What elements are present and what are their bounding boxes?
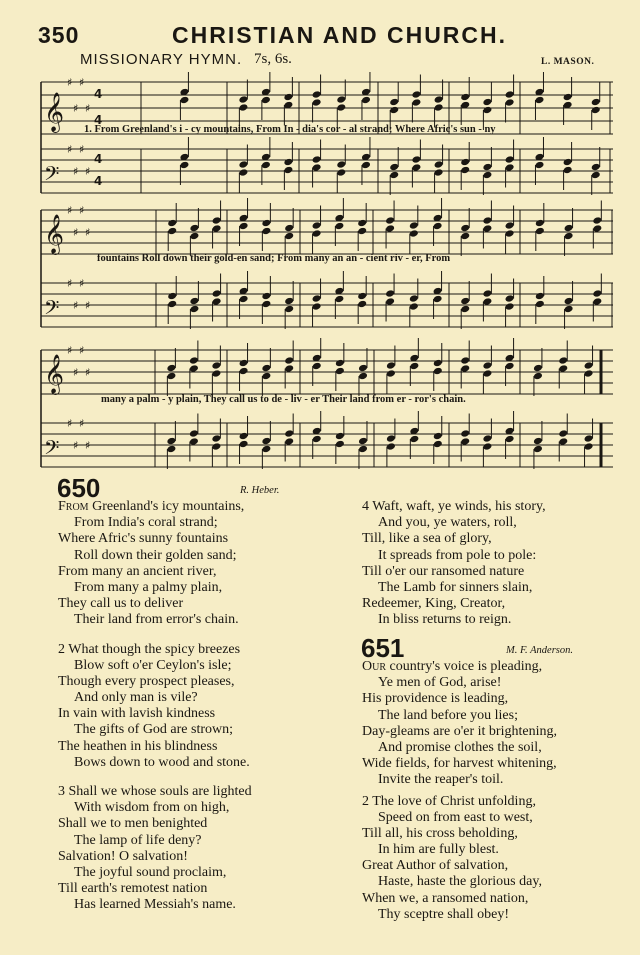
note-head (238, 103, 248, 112)
verse-line: Haste, haste the glorious day, (378, 874, 542, 890)
note-head (361, 96, 371, 105)
verse-line: Till all, his cross beholding, (362, 825, 518, 841)
note-head (284, 437, 294, 446)
verse-line: Ye men of God, arise! (378, 675, 502, 691)
note-head (409, 435, 419, 444)
note-head (189, 232, 199, 241)
note-head (433, 222, 443, 231)
verse-line: The heathen in his blindness (58, 738, 218, 754)
note-head (212, 224, 222, 233)
note-head (460, 224, 470, 233)
note-head (166, 445, 176, 454)
sharp-icon: ♯ (73, 299, 79, 312)
sharp-icon: ♯ (67, 344, 73, 357)
note-head (385, 289, 395, 298)
bass-clef-icon: 𝄢 (44, 162, 60, 190)
note-head (482, 171, 492, 180)
sharp-icon: ♯ (79, 344, 85, 357)
note-head (283, 93, 293, 102)
note-head (239, 432, 249, 441)
verse-line: Till o'er our ransomed nature (362, 563, 525, 579)
note-head (535, 300, 545, 309)
time-signature-top: 4 (94, 87, 103, 101)
verse-line: When we, a ransomed nation, (362, 890, 529, 906)
section-title: CHRISTIAN AND CHURCH. (172, 22, 508, 48)
sharp-icon: ♯ (79, 417, 85, 430)
note-head (335, 432, 345, 441)
sharp-icon: ♯ (79, 204, 85, 217)
verse-line: Thy sceptre shall obey! (378, 906, 510, 922)
note-head (592, 224, 602, 233)
verse-line: In bliss returns to reign. (378, 612, 512, 628)
note-head (189, 429, 199, 438)
verse-line: His providence is leading, (362, 691, 509, 707)
note-head (534, 161, 544, 170)
note-head (433, 295, 443, 304)
note-head (284, 356, 294, 365)
verse-line: The gifts of God are strown; (74, 722, 234, 738)
note-head (563, 158, 573, 167)
note-head (358, 372, 368, 381)
note-head (358, 364, 368, 373)
hymn-650-verses-right (362, 499, 546, 629)
verse-line: Speed on from east to west, (378, 809, 533, 825)
note-head (385, 297, 395, 306)
sharp-icon: ♯ (73, 226, 79, 239)
note-head (505, 229, 515, 238)
note-head (335, 359, 345, 368)
sharp-icon: ♯ (79, 76, 85, 89)
verse-line: It spreads from pole to pole: (378, 547, 537, 563)
note-head (336, 160, 346, 169)
hymn-651-verses (362, 659, 557, 923)
verse-line: Our country's voice is pleading, (362, 659, 543, 674)
note-head (284, 305, 294, 314)
note-head (482, 163, 492, 172)
verse-line: Has learned Messiah's name. (74, 897, 236, 913)
verse-line: Bows down to wood and stone. (74, 754, 250, 770)
note-head (212, 289, 222, 298)
note-head (283, 166, 293, 175)
note-head (212, 297, 222, 306)
note-head (482, 224, 492, 233)
note-head (533, 364, 543, 373)
hymn-650-author: R. Heber. (240, 485, 280, 496)
verse-line: The land before you lies; (378, 707, 518, 723)
note-head (179, 161, 189, 170)
note-head (386, 442, 396, 451)
note-head (312, 221, 322, 230)
note-head (411, 98, 421, 107)
note-head (409, 221, 419, 230)
note-head (334, 295, 344, 304)
verse-line: Redeemer, King, Creator, (362, 596, 506, 612)
verse-line: From many an ancient river, (58, 563, 217, 579)
note-head (386, 369, 396, 378)
sharp-icon: ♯ (79, 277, 85, 290)
hymn-651-author: M. F. Anderson. (506, 645, 573, 656)
sharp-icon: ♯ (67, 76, 73, 89)
note-head (167, 227, 177, 236)
note-head (563, 93, 573, 102)
time-signature-bottom: 4 (94, 174, 103, 188)
note-head (335, 440, 345, 449)
note-head (357, 300, 367, 309)
note-head (460, 356, 470, 365)
note-head (482, 98, 492, 107)
note-head (261, 161, 271, 170)
note-head (558, 437, 568, 446)
note-head (211, 369, 221, 378)
note-head (592, 289, 602, 298)
note-head (167, 292, 177, 301)
note-head (312, 302, 322, 311)
lyric-line-2: fountains Roll down their gold-en sand; From many an an - cient riv - er, From (97, 253, 451, 264)
verse-line: Till, like a sea of glory, (362, 531, 492, 547)
note-head (179, 96, 189, 105)
note-head (434, 95, 444, 104)
note-head (460, 93, 470, 102)
note-head (482, 361, 492, 370)
hymn-650-number: 650 (57, 473, 101, 503)
note-head (312, 90, 322, 99)
note-head (584, 361, 594, 370)
verse-line: Blow soft o'er Ceylon's isle; (74, 657, 232, 673)
note-head (505, 302, 515, 311)
note-head (558, 364, 568, 373)
verse-line: From India's coral strand; (74, 515, 218, 531)
note-head (505, 98, 515, 107)
note-head (357, 292, 367, 301)
verse-line: Roll down their golden sand; (74, 547, 237, 563)
hymn-651-number: 651 (361, 633, 405, 663)
note-head (460, 305, 470, 314)
note-head (505, 362, 515, 371)
verse-line: The lamp of life deny? (74, 832, 202, 848)
note-head (411, 163, 421, 172)
bass-clef-icon: 𝄢 (44, 296, 60, 324)
verse-line: Their land from error's chain. (74, 612, 239, 628)
note-head (564, 305, 574, 314)
note-head (238, 168, 248, 177)
note-head (482, 297, 492, 306)
note-head (189, 224, 199, 233)
note-head (505, 155, 515, 164)
sharp-icon: ♯ (85, 299, 91, 312)
verse-line: From many a palmy plain, (74, 579, 223, 595)
verse-line: In vain with lavish kindness (58, 706, 216, 722)
sharp-icon: ♯ (73, 165, 79, 178)
note-head (411, 90, 421, 99)
verse-line: 3 Shall we whose souls are lighted (58, 784, 252, 799)
note-head (312, 229, 322, 238)
sharp-icon: ♯ (85, 102, 91, 115)
note-head (358, 445, 368, 454)
note-head (460, 429, 470, 438)
note-head (591, 98, 601, 107)
note-head (563, 166, 573, 175)
note-head (284, 364, 294, 373)
sharp-icon: ♯ (85, 226, 91, 239)
note-head (334, 222, 344, 231)
note-head (584, 369, 594, 378)
note-head (385, 224, 395, 233)
note-head (460, 364, 470, 373)
verse-line: In him are fully blest. (378, 842, 499, 858)
time-signature-bottom: 4 (94, 113, 103, 127)
note-head (336, 95, 346, 104)
verse-line: Day-gleams are o'er it brightening, (362, 723, 557, 739)
sharp-icon: ♯ (67, 143, 73, 156)
note-head (482, 289, 492, 298)
sharp-icon: ♯ (85, 439, 91, 452)
tune-meter: 7s, 6s. (254, 51, 292, 67)
sharp-icon: ♯ (85, 165, 91, 178)
note-head (409, 302, 419, 311)
note-head (434, 103, 444, 112)
note-head (535, 292, 545, 301)
verse-line: 2 The love of Christ unfolding, (362, 793, 536, 809)
note-head (335, 367, 345, 376)
note-head (505, 294, 515, 303)
note-head (211, 434, 221, 443)
note-head (261, 364, 271, 373)
verse-line: Invite the reaper's toil. (378, 772, 504, 788)
note-head (261, 219, 271, 228)
note-head (460, 437, 470, 446)
note-head (482, 369, 492, 378)
note-head (584, 434, 594, 443)
note-head (584, 442, 594, 451)
note-head (482, 442, 492, 451)
sharp-icon: ♯ (73, 439, 79, 452)
note-head (189, 297, 199, 306)
note-head (558, 429, 568, 438)
note-head (284, 297, 294, 306)
note-head (591, 171, 601, 180)
note-head (284, 224, 294, 233)
note-head (535, 227, 545, 236)
note-head (564, 297, 574, 306)
note-head (389, 171, 399, 180)
note-head (283, 158, 293, 167)
verse-line: And promise clothes the soil, (378, 739, 542, 755)
verse-line: The Lamb for sinners slain, (378, 579, 533, 595)
note-head (166, 372, 176, 381)
note-head (389, 163, 399, 172)
note-head (239, 367, 249, 376)
note-head (211, 442, 221, 451)
note-head (189, 437, 199, 446)
note-head (385, 216, 395, 225)
time-signature-top: 4 (94, 152, 103, 166)
sharp-icon: ♯ (67, 204, 73, 217)
note-head (284, 429, 294, 438)
verse-line: 4 Waft, waft, ye winds, his story, (362, 499, 546, 514)
note-head (261, 372, 271, 381)
note-head (358, 437, 368, 446)
note-head (261, 437, 271, 446)
note-head (336, 168, 346, 177)
verse-line: Where Afric's sunny fountains (58, 531, 229, 547)
verse-line: Shall we to men benighted (58, 816, 208, 832)
note-head (386, 434, 396, 443)
note-head (312, 98, 322, 107)
note-head (389, 98, 399, 107)
verse-line: Wide fields, for harvest whitening, (362, 756, 557, 772)
lyric-line-1: 1. From Greenland's i - cy mountains, From In - dia's cor - al strand; Where Afric's sun - ny (84, 124, 496, 135)
note-head (261, 96, 271, 105)
note-head (533, 445, 543, 454)
note-head (482, 434, 492, 443)
note-head (312, 163, 322, 172)
note-head (239, 359, 249, 368)
tune-name: MISSIONARY HYMN. (80, 51, 243, 68)
sharp-icon: ♯ (85, 366, 91, 379)
sharp-icon: ♯ (67, 277, 73, 290)
note-head (238, 95, 248, 104)
note-head (211, 361, 221, 370)
lyric-line-3: many a palm - y plain, They call us to de - liv - er Their land from er - ror's chain. (101, 394, 466, 405)
note-head (409, 229, 419, 238)
note-head (409, 294, 419, 303)
note-head (482, 216, 492, 225)
treble-clef-icon: 𝄞 (44, 92, 65, 132)
note-head (189, 364, 199, 373)
note-head (386, 361, 396, 370)
note-head (482, 106, 492, 115)
note-head (460, 297, 470, 306)
note-head (409, 362, 419, 371)
verse-line: Till earth's remotest nation (58, 881, 208, 897)
note-head (505, 90, 515, 99)
note-head (433, 432, 443, 441)
note-head (361, 161, 371, 170)
note-head (533, 437, 543, 446)
note-head (389, 106, 399, 115)
note-head (261, 300, 271, 309)
note-head (505, 163, 515, 172)
treble-clef-icon: 𝄞 (44, 354, 65, 394)
note-head (357, 227, 367, 236)
verse-line: Salvation! O salvation! (58, 848, 188, 864)
note-head (558, 356, 568, 365)
page-number: 350 (38, 22, 80, 48)
sharp-icon: ♯ (73, 366, 79, 379)
bass-clef-icon: 𝄢 (44, 436, 60, 464)
note-head (591, 163, 601, 172)
note-head (564, 224, 574, 233)
note-head (167, 219, 177, 228)
note-head (460, 232, 470, 241)
note-head (534, 96, 544, 105)
hymn-650-verses-left (58, 499, 252, 914)
note-head (433, 440, 443, 449)
note-head (261, 445, 271, 454)
note-head (460, 158, 470, 167)
note-head (239, 295, 249, 304)
note-head (533, 372, 543, 381)
note-head (460, 166, 470, 175)
verse-line: Great Author of salvation, (362, 858, 509, 874)
note-head (212, 216, 222, 225)
verse-line: They call us to deliver (58, 596, 184, 612)
verse-line: From Greenland's icy mountains, (58, 499, 245, 514)
note-head (411, 155, 421, 164)
sharp-icon: ♯ (73, 102, 79, 115)
note-head (166, 364, 176, 373)
note-head (238, 160, 248, 169)
note-head (312, 155, 322, 164)
sharp-icon: ♯ (67, 417, 73, 430)
note-head (239, 440, 249, 449)
note-head (336, 103, 346, 112)
note-head (312, 435, 322, 444)
verse-line: The joyful sound proclaim, (74, 864, 227, 880)
note-head (505, 221, 515, 230)
note-head (189, 305, 199, 314)
verse-line: Though every prospect pleases, (58, 673, 235, 689)
note-head (312, 362, 322, 371)
note-head (239, 222, 249, 231)
note-head (592, 216, 602, 225)
note-head (434, 160, 444, 169)
note-head (284, 232, 294, 241)
verse-line: And you, ye waters, roll, (378, 515, 517, 531)
tune-composer: L. MASON. (541, 57, 595, 67)
verse-line: With wisdom from on high, (74, 800, 230, 816)
note-head (261, 227, 271, 236)
verse-line: And only man is vile? (74, 690, 198, 706)
note-head (592, 297, 602, 306)
note-head (433, 359, 443, 368)
note-head (535, 219, 545, 228)
verse-line: 2 What though the spicy breezes (58, 641, 241, 657)
note-head (591, 106, 601, 115)
note-head (189, 356, 199, 365)
note-head (505, 435, 515, 444)
note-head (166, 437, 176, 446)
note-head (167, 300, 177, 309)
note-head (564, 232, 574, 241)
treble-clef-icon: 𝄞 (44, 214, 65, 254)
note-head (357, 219, 367, 228)
note-head (434, 168, 444, 177)
sharp-icon: ♯ (79, 143, 85, 156)
note-head (433, 367, 443, 376)
note-head (312, 294, 322, 303)
note-head (261, 292, 271, 301)
